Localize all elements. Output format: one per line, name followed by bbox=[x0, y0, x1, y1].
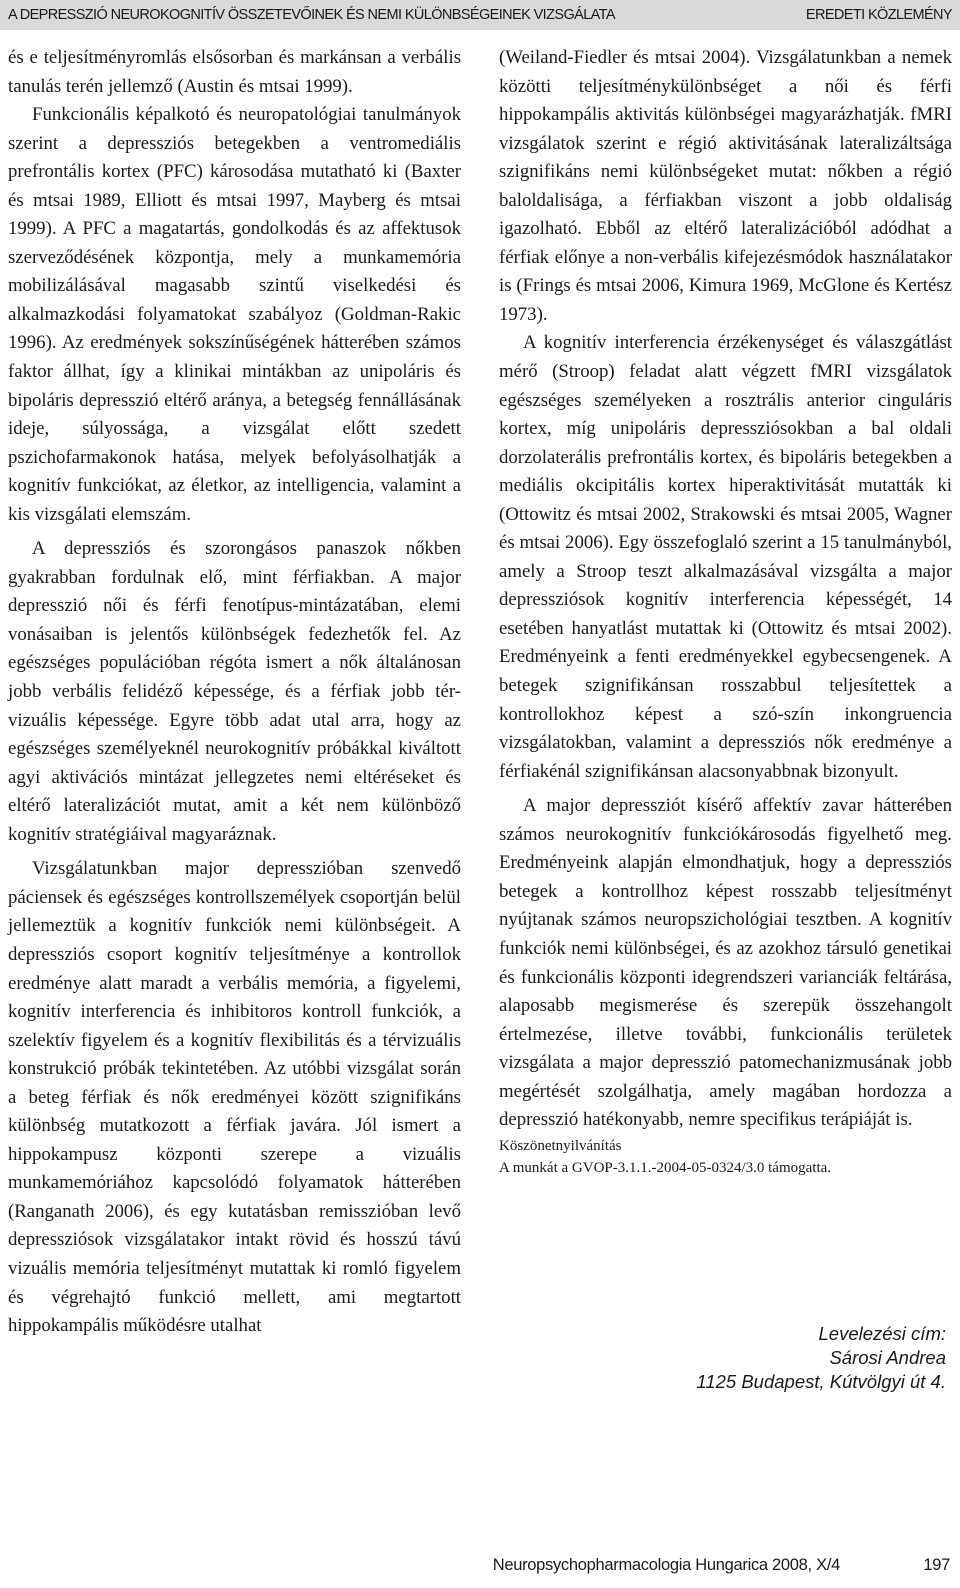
left-paragraph-1: és e teljesítményromlás elsősorban és markánsan a verbális tanulás terén jellemző (Austin és mtsai 1999). bbox=[8, 47, 461, 97]
correspondence-name: Sárosi Andrea bbox=[829, 1347, 946, 1368]
acknowledgement-title: Köszönetnyilvánítás bbox=[499, 1137, 622, 1154]
correspondence-address: 1125 Budapest, Kútvölgyi út 4. bbox=[696, 1371, 946, 1392]
running-title: A DEPRESSZIÓ NEUROKOGNITÍV ÖSSZETEVŐINEK ÉS NEMI KÜLÖNBSÉGEINEK VIZSGÁLATA bbox=[8, 7, 615, 23]
running-header bbox=[0, 0, 960, 30]
acknowledgement-text: A munkát a GVOP-3.1.1.-2004-05-0324/3.0 támogatta. bbox=[499, 1159, 832, 1176]
right-paragraph-2: A kognitív interferencia érzékenységet és válaszgátlást mérő (Stroop) feladat alatt végzett fMRI vizsgálatok egészséges személyeken a rosztrális anterior cinguláris kortex, míg unipoláris depressziósokban a bal oldali dorzolaterális prefrontális kortex, és bipoláris betegekben a mediális okcipitális kortex hiperaktivitását mutatták ki (Ottowitz és mtsai 2002, Strakowski és mtsai 2005, Wagner és mtsai 2006). Egy összefoglaló szerint a 15 tanulmányból, amely a Stroop teszt alkalmazásával vizsgálta a major depressziósok kognitív interferencia képességét, 14 esetében hanyatlást mutattak ki (Ottowitz és mtsai 2002). Eredményeink a fenti eredményekkel egybecsengenek. A betegek szignifikánsan rosszabbul teljesítettek a kontrollokhoz képest a szó-szín inkongruencia vizsgálatokban, valamint a depressziós nők eredménye a férfiakénál szignifikánsan alacsonyabbnak bizonyult. bbox=[499, 332, 952, 782]
section-label: EREDETI KÖZLEMÉNY bbox=[805, 7, 952, 23]
right-paragraph-3: A major depressziót kísérő affektív zavar hátterében számos neurokognitív funkciókárosodás figyelhető meg. Eredményeink alapján elmondhatjuk, hogy a depressziós betegek a kontrollhoz képest rosszabb teljesítményt nyújtanak számos neuropszichológiai tesztben. A kognitív funkciók nemi különbségei, és az azokhoz társuló genetikai és funkcionális központi idegrendszeri varianciák feltárása, alaposabb megismerése és szerepük összehangolt értelmezése, illetve további, funkcionális területek vizsgálata a major depresszió patomechanizmusának jobb megértését szolgálhatja, amely magában hordozza a depresszió hatékonyabb, nemre specifikus terápiáját is. bbox=[499, 795, 952, 1131]
correspondence-block bbox=[696, 1322, 946, 1394]
left-paragraph-4: Vizsgálatunkban major depresszióban szenvedő páciensek és egészséges kontrollszemélyek csoportján belül jellemeztük a kognitív funkciók nemi különbségeit. A depressziós csoport kognitív teljesítménye a kontrollok eredménye alatt maradt a verbális memória, a figyelemi, kognitív interferencia és inhibitoros kontroll funkciók, a szelektív figyelem és a kognitív flexibilitás és a térvizuális konstrukció próbák tekintetében. Az utóbbi vizsgálat során a beteg férfiak és nők eredményei között szignifikáns különbség mutatkozott a férfiak javára. Jól ismert a hippokampusz központi szerepe a vizuális munkamemóriához kapcsolódó folyamatok hátterében (Ranganath 2006), és egy kutatásban remisszióban levő depressziósok vizsgálatakor intakt rövid és hosszú távú vizuális memória teljesítményt mutattak ki romló figyelem és végrehajtó funkció mellett, ami megtartott hippokampális működésre utalhat bbox=[8, 858, 461, 1337]
correspondence-label: Levelezési cím: bbox=[818, 1323, 946, 1344]
left-paragraph-3: A depressziós és szorongásos panaszok nőkben gyakrabban fordulnak elő, mint férfiakban. A major depresszió női és férfi fenotípus-mintázatában, elemi vonásaiban is jelentős különbségek fedezhetők fel. Az egészséges populációban régóta ismert a nők általánosan jobb verbális felidéző képessége, és a férfiak jobb tér-vizuális képessége. Egyre több adat utal arra, hogy az egészséges személyeknél neurokognitív próbákkal kiváltott agyi aktivációs mintázat jellegzetes nemi eltéréseket és eltérő lateralizációt mutat, amit a két nem különböző kognitív stratégiáival magyaráznak. bbox=[8, 538, 461, 845]
left-paragraph-2: Funkcionális képalkotó és neuropatológiai tanulmányok szerint a depressziós betegekben a ventromediális prefrontális kortex (PFC) károsodása mutatható ki (Baxter és mtsai 1989, Elliott és mtsai 1997, Mayberg és mtsai 1999). A PFC a magatartás, gondolkodás és az affektusok szerveződésének központja, mely a munkamemória mobilizálásával magasabb szintű viselkedési és alkalmazkodási folyamatokat szabályoz (Goldman-Rakic 1996). Az eredmények sokszínűségének hátterében számos faktor állhat, így a klinikai mintákban az unipoláris és bipoláris depresszió eltérő aránya, a betegség fennállásának ideje, súlyossága, a vizsgálat előtt szedett pszichofarmakonok hatása, melyek befolyásolhatják a kognitív funkciókat, az életkor, az intelligencia, valamint a kis vizsgálati elemszám. bbox=[8, 104, 461, 525]
right-column bbox=[499, 44, 952, 1179]
right-paragraph-1: (Weiland-Fiedler és mtsai 2004). Vizsgálatunkban a nemek közötti teljesítménykülönbséget a női és férfi hippokampális aktivitás különbségei magyarázhatják. fMRI vizsgálatok szerint e régió aktivitásának lateralizáltsága szignifikáns nemi különbségeket mutat: nőkben a régió baloldalisága, a férfiakban viszont a jobb oldaliság igazolható. Ebből az eltérő lateralizációból adódhat a férfiak előnye a non-verbális kifejezésmódok használatakor is (Frings és mtsai 2006, Kimura 1969, McGlone és Kertész 1973). bbox=[499, 47, 952, 325]
page-number: 197 bbox=[923, 1556, 950, 1574]
page-footer bbox=[0, 1556, 960, 1580]
left-column bbox=[8, 44, 461, 1341]
journal-citation: Neuropsychopharmacologia Hungarica 2008, X/4 bbox=[492, 1556, 840, 1574]
